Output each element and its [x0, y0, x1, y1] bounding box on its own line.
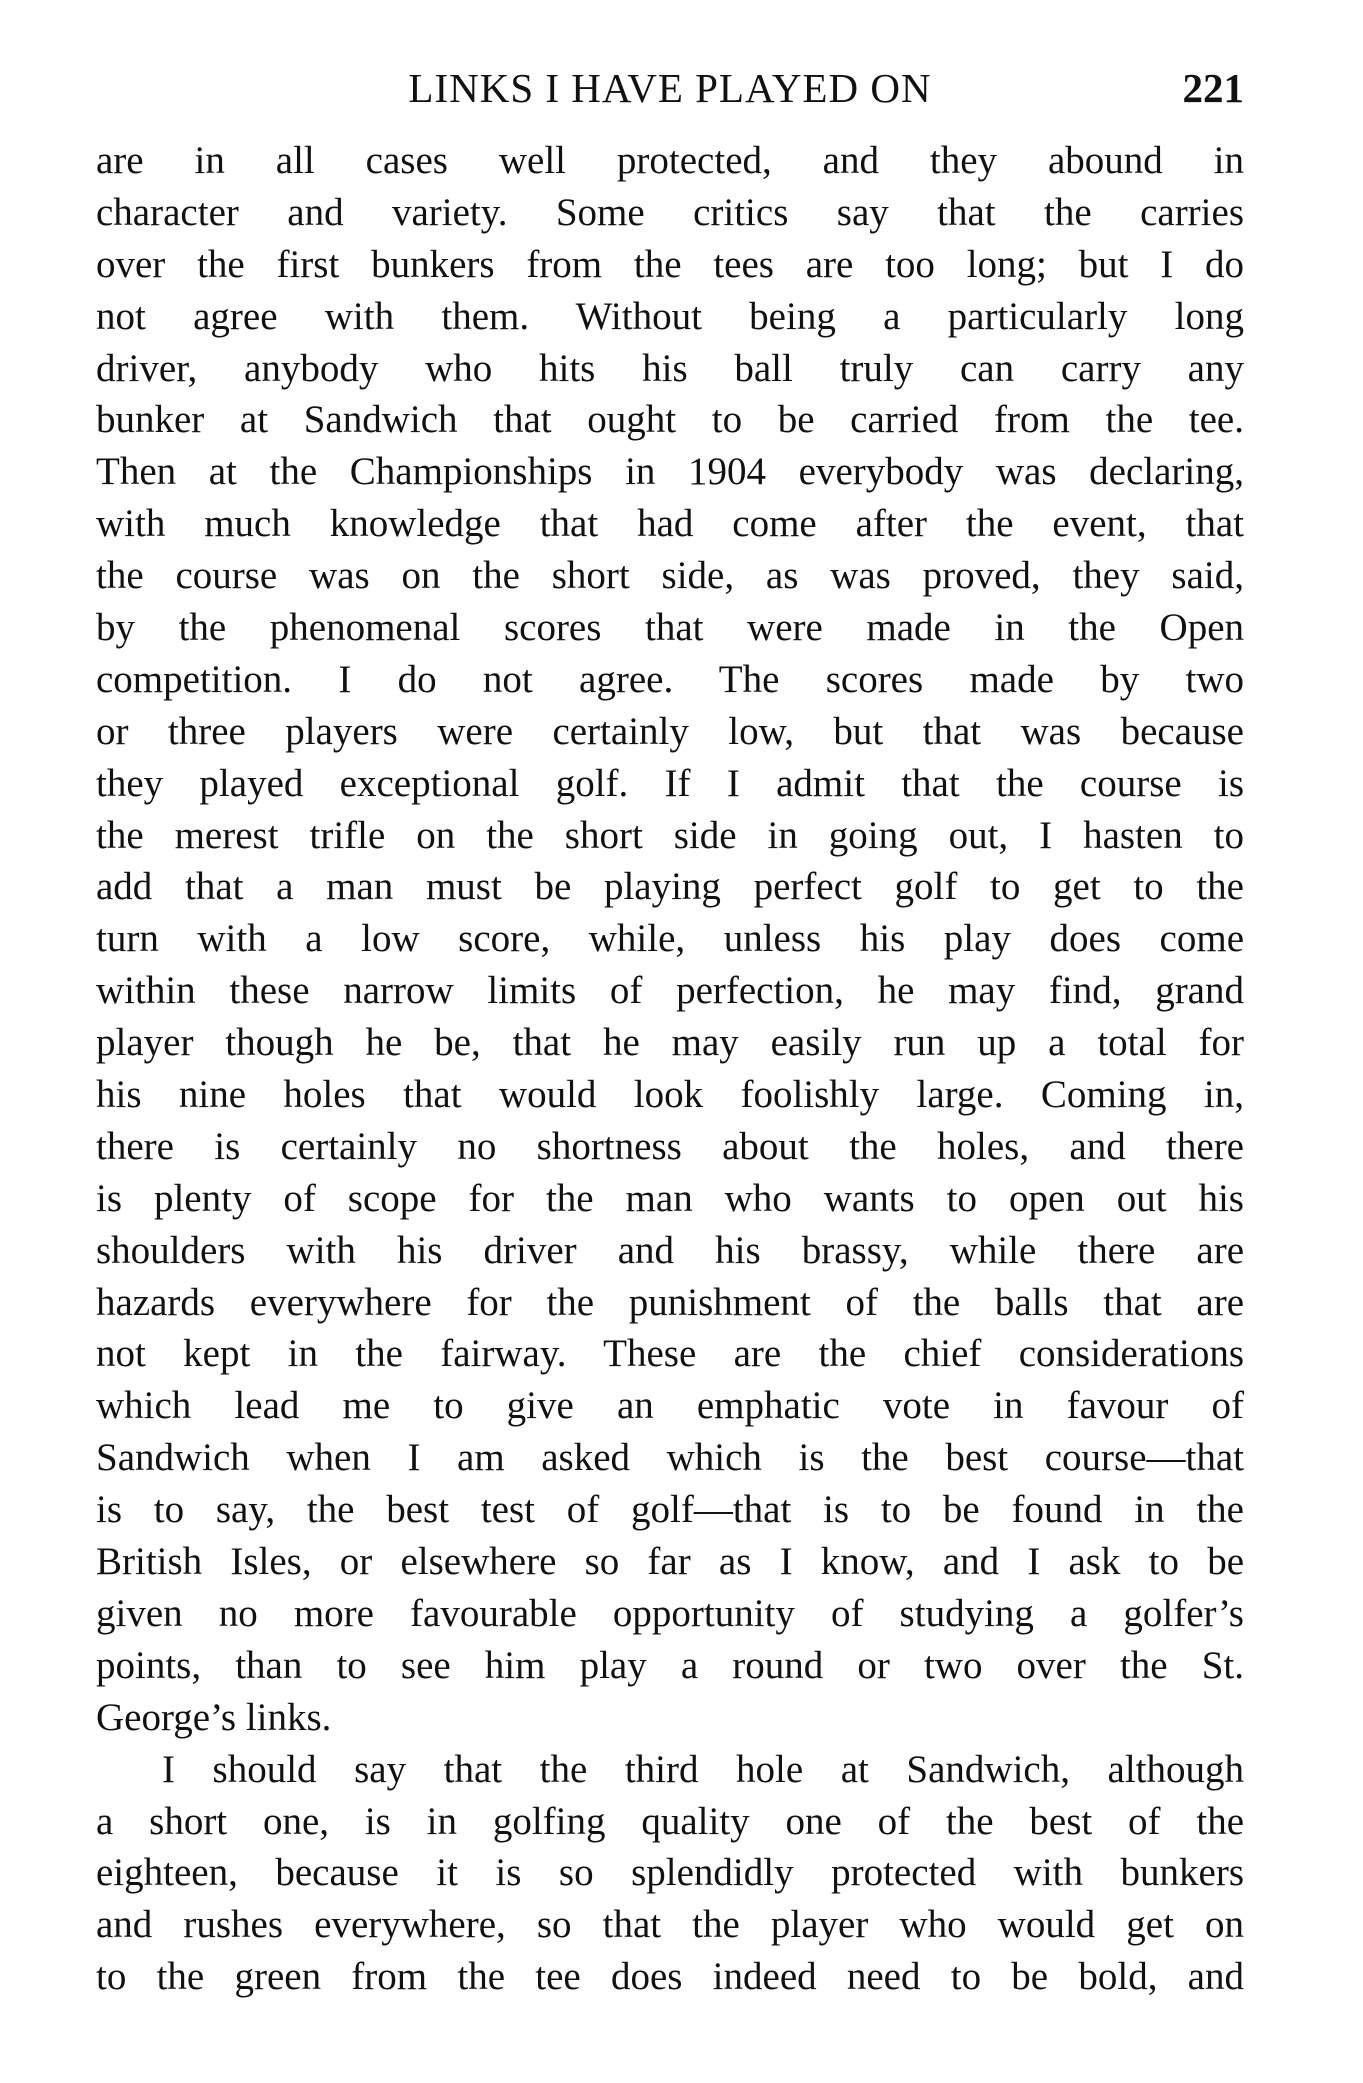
text-line: the merest trifle on the short side in going out, I hasten to: [96, 813, 1244, 857]
text-line: his nine holes that would look foolishly large. Coming in,: [96, 1073, 1244, 1117]
text-line: to the green from the tee does indeed need to be bold, and: [96, 1955, 1244, 1999]
body-text: [96, 135, 1244, 2003]
text-line: Then at the Championships in 1904 everybody was declaring,: [96, 450, 1244, 494]
text-line: bunker at Sandwich that ought to be carried from the tee.: [96, 398, 1244, 442]
running-head: [96, 58, 1244, 118]
text-line: is plenty of scope for the man who wants to open out his: [96, 1176, 1244, 1220]
text-line: within these narrow limits of perfection, he may find, grand: [96, 969, 1244, 1013]
text-line: there is certainly no shortness about the holes, and there: [96, 1124, 1244, 1168]
text-line: player though he be, that he may easily run up a total for: [96, 1021, 1244, 1065]
text-line: not kept in the fairway. These are the chief considerations: [96, 1332, 1244, 1376]
text-line: is to say, the best test of golf—that is to be found in the: [96, 1488, 1244, 1532]
text-line: with much knowledge that had come after the event, that: [96, 502, 1244, 546]
text-line: Sandwich when I am asked which is the best course—that: [96, 1436, 1244, 1480]
text-line: eighteen, because it is so splendidly protected with bunkers: [96, 1851, 1244, 1895]
text-line: British Isles, or elsewhere so far as I know, and I ask to be: [96, 1540, 1244, 1584]
text-line: given no more favourable opportunity of studying a golfer’s: [96, 1591, 1244, 1635]
text-line: a short one, is in golfing quality one of the best of the: [96, 1799, 1244, 1843]
text-line: shoulders with his driver and his brassy, while there are: [96, 1228, 1244, 1272]
text-line: turn with a low score, while, unless his play does come: [96, 917, 1244, 961]
page-number: 221: [1182, 65, 1244, 111]
text-line: and rushes everywhere, so that the player who would get on: [96, 1903, 1244, 1947]
text-line: they played exceptional golf. If I admit that the course is: [96, 761, 1244, 805]
text-line: by the phenomenal scores that were made in the Open: [96, 606, 1244, 650]
paragraph-1: [96, 135, 1244, 1744]
text-line: driver, anybody who hits his ball truly can carry any: [96, 346, 1244, 390]
text-line: George’s links.: [96, 1695, 332, 1739]
text-line: competition. I do not agree. The scores made by two: [96, 657, 1244, 701]
running-title: LINKS I HAVE PLAYED ON: [408, 65, 932, 111]
text-line: over the first bunkers from the tees are too long; but I do: [96, 242, 1244, 286]
text-line: I should say that the third hole at Sandwich, although: [162, 1747, 1244, 1791]
text-line: points, than to see him play a round or two over the St.: [96, 1643, 1244, 1687]
text-line: the course was on the short side, as was proved, they said,: [96, 554, 1244, 598]
text-line: or three players were certainly low, but that was because: [96, 709, 1244, 753]
text-line: add that a man must be playing perfect golf to get to the: [96, 865, 1244, 909]
text-line: which lead me to give an emphatic vote in favour of: [96, 1384, 1244, 1428]
text-line: not agree with them. Without being a particularly long: [96, 294, 1244, 338]
text-line: hazards everywhere for the punishment of the balls that are: [96, 1280, 1244, 1324]
text-line: character and variety. Some critics say that the carries: [96, 190, 1244, 234]
text-line: are in all cases well protected, and they abound in: [96, 139, 1244, 182]
paragraph-2: [96, 1744, 1244, 2003]
